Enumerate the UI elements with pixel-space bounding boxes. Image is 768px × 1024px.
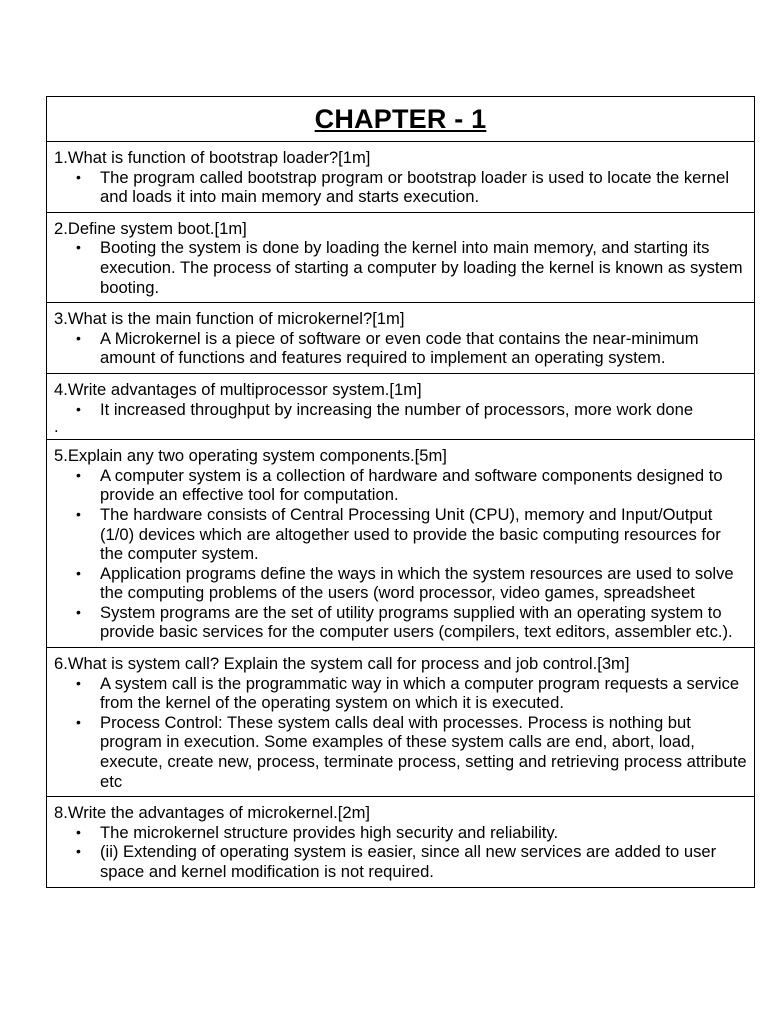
question-text: 8.Write the advantages of microkernel.[2m] — [54, 803, 371, 823]
answer-list — [54, 823, 748, 882]
answer-item: • A Microkernel is a piece of software or even code that contains the near-minimum amount of functions and features required to implement an operating system. — [54, 329, 748, 368]
answer-item: • It increased throughput by increasing the number of processors, more work done — [54, 400, 748, 420]
question-text: 3.What is the main function of microkernel?[1m] — [54, 309, 405, 329]
question-block-6 — [47, 648, 754, 797]
title-row — [47, 97, 754, 142]
answer-item: • The hardware consists of Central Processing Unit (CPU), memory and Input/Output (1/0) devices which are altogether used to provide the basic computing resources for the computer system. — [54, 505, 748, 564]
trailing-period: . — [54, 417, 59, 437]
question-text: 2.Define system boot.[1m] — [54, 218, 247, 238]
answer-item: • (ii) Extending of operating system is easier, since all new services are added to user space and kernel modification is not required. — [54, 842, 748, 881]
answer-list — [54, 168, 748, 207]
answer-item: • Booting the system is done by loading the kernel into main memory, and starting its execution. The process of starting a computer by loading the kernel is known as system booting. — [54, 238, 748, 297]
answer-item: • The microkernel structure provides high security and reliability. — [54, 823, 748, 843]
question-block-5 — [47, 440, 754, 648]
question-text: 4.Write advantages of multiprocessor system.[1m] — [54, 379, 422, 399]
answer-item: • A system call is the programmatic way in which a computer program requests a service from the kernel of the operating system on which it is executed. — [54, 674, 748, 713]
answer-list — [54, 238, 748, 297]
question-text: 1.What is function of bootstrap loader?[1m] — [54, 148, 371, 167]
question-text: 5.Explain any two operating system components.[5m] — [54, 446, 447, 466]
chapter-title: CHAPTER - 1 — [314, 103, 487, 134]
answer-item: • The program called bootstrap program or bootstrap loader is used to locate the kernel and loads it into main memory and starts execution. — [54, 168, 748, 207]
answer-list — [54, 400, 748, 420]
answer-item: • Process Control: These system calls deal with processes. Process is nothing but program in execution. Some examples of these system calls are end, abort, load, execute, create new, process, terminate process, setting and retrieving process attribute etc — [54, 713, 748, 791]
answer-item: • Application programs define the ways in which the system resources are used to solve the computing problems of the users (word processor, video games, spreadsheet — [54, 564, 748, 603]
chapter-table — [46, 96, 755, 888]
question-block-4 — [47, 374, 754, 440]
answer-list — [54, 329, 748, 368]
answer-item: • System programs are the set of utility programs supplied with an operating system to provide basic services for the computer users (compilers, text editors, assembler etc.). — [54, 603, 748, 642]
question-block-3 — [47, 303, 754, 374]
question-block-1 — [47, 142, 754, 213]
answer-list — [54, 466, 748, 642]
question-block-2 — [47, 213, 754, 303]
question-text: 6.What is system call? Explain the system call for process and job control.[3m] — [54, 654, 630, 674]
answer-list — [54, 674, 748, 792]
answer-item: • A computer system is a collection of hardware and software components designed to provide an effective tool for computation. — [54, 466, 748, 505]
question-block-8 — [47, 797, 754, 886]
